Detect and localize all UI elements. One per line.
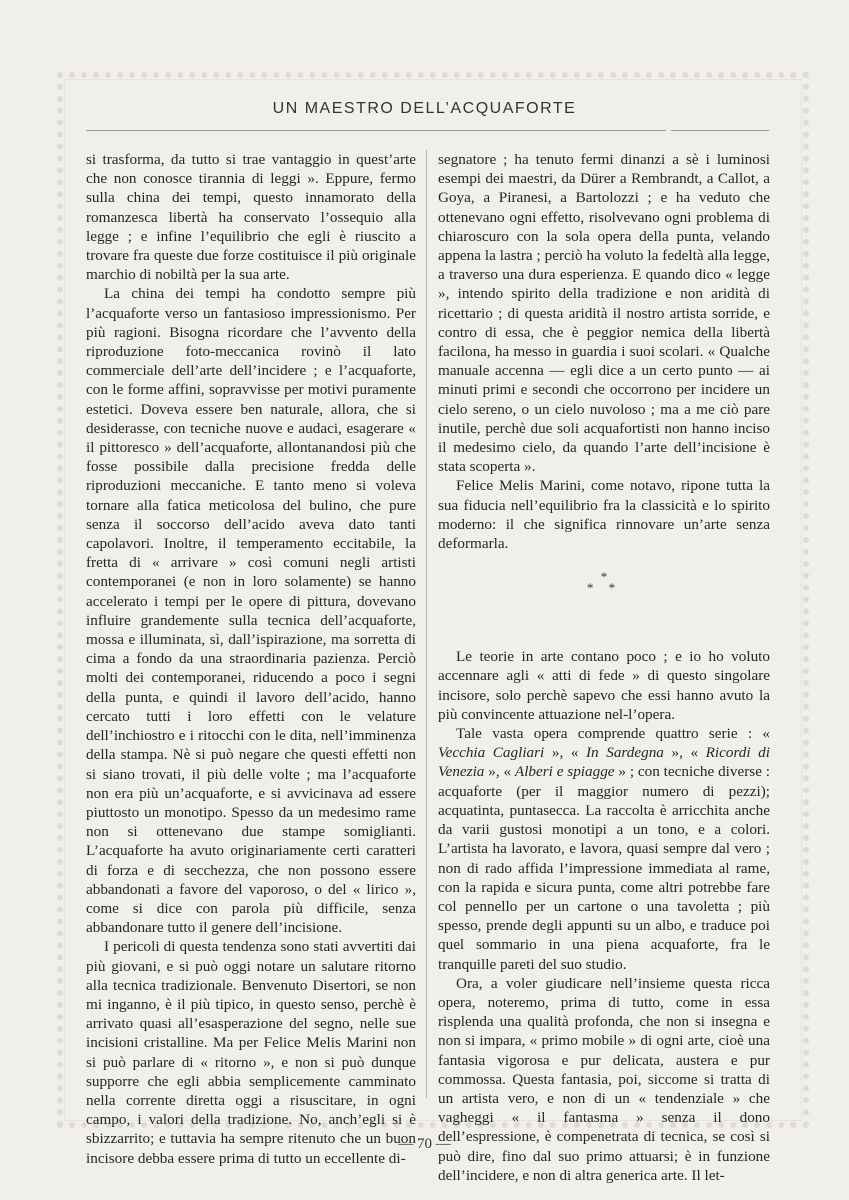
series-title: Alberi e spiagge [514, 763, 615, 781]
right-column [438, 150, 770, 1185]
paragraph: La china dei tempi ha condotto sempre più l’acquaforte verso un fantasioso impressionismo. Per più ragioni. Bisogna ricordare che l’avvento della riproduzione foto-meccanica rovinò il lato commerciale dell’arte dell’incidere ; e l’acquaforte, con le forme affini, sopravvisse per motivi puramente estetici. Doveva essere ben naturale, allora, che si desiderasse, con tecniche nuove e audaci, esagerare « il pittoresco » dell’acquaforte, allontanandosi più che fosse possibile dalla precisione fredda delle riproduzioni meccaniche. E tanto meno si voleva tornare alla fatica meticolosa del bulino, che pure senza il soccorso dell’acido aveva dato tanti capolavori. Inoltre, il temperamento eccitabile, la fretta di « arrivare » così comuni negli artisti contemporanei (e non in loro solamente) se hanno accelerato i tempi per le opere di pittura, dovevano influire grandemente sulla tecnica dell’acquaforte, mossa e illuminata, sì, dall’ispirazione, ma sorretta di cima a fondo da una straordinaria pazienza. Perciò molti dei contemporanei, riducendo a poco i segni della punta, e quindi il lavoro dell’acido, hanno cercato tutti i loro effetti con le velature dell’inchiostro e i ritocchi con le dita, nell’imminenza della stampa. Nè si può negare che questi effetti non si siano trovati, il più delle volte ; ma l’acquaforte non era più un’acquaforte, e si avvicinava ad essere piuttosto un monotipo. Spesso da un medesimo rame non si ottenevano due stampe somiglianti. L’acquaforte ha avuto originariamente certi caratteri di forza e di secchezza, che non possono essere abbandonati a favore del vaporoso, o del « lirico », come si dice con parola più difficile, senza abbandonare tutto il genere dell’incisione. [86, 285, 416, 937]
text-run: » ; con tecniche diverse : acquaforte (per il maggior numero di pezzi); acquatinta, puntasecca. La raccolta è arricchita anche da varii gustosi monotipi a un tono, e a colori. L’artista ha lavorato, e lavora, quasi sempre dal vero ; non di rado affida l’impressione immediata al rame, con la rapida e sicura punta, come altri potrebbe fare col pennello per un cartone o una tavoletta ; più spesso, prende degli appunti su un albo, e traduce poi quel sommario in una piena acquaforte, fra le tranquille pareti del suo studio. [438, 763, 771, 973]
column-divider [426, 150, 427, 1098]
running-header: UN MAESTRO DELL’ACQUAFORTE [272, 100, 577, 117]
paragraph: I pericoli di questa tendenza sono stati avvertiti dai più giovani, e si può oggi notare un salutare ritorno alla tecnica tradizionale. Benvenuto Disertori, se non mi inganno, è il più tipico, in questo senso, perchè è arrivato quasi all’esasperazione del segno, nelle sue incisioni cristalline. Ma per Felice Melis Marini non si può parlare di « ritorno », e non si può dunque supporre che egli abbia semplicemente camminato nella corrente diretta oggi a risuscitare, in ogni campo, i valori della tradizione. No, anch’egli si è sbizzarrito; e tuttavia ha sempre ritenuto che un buon incisore debba essere prima di tutto un eccellente di- [86, 938, 416, 1167]
paragraph: si trasforma, da tutto si trae vantaggio in quest’arte che non conosce tirannia di leggi ». Eppure, fermo sulla china dei tempi, questo innamorato della romanzesca libertà ha conservato l’ossequio alla legge ; e infine l’equilibrio che egli è riuscito a trovare fra queste due forze costituisce il più originale marchio di nobiltà per la sua arte. [86, 151, 416, 284]
paragraph: segnatore ; ha tenuto fermi dinanzi a sè i luminosi esempi dei maestri, da Dürer a Rembrandt, a Callot, a Goya, a Piranesi, a Bartolozzi ; e ha veduto che ottenevano ogni effetto, risolvevano ogni problema di chiaroscuro con la sola opera della punta, velando appena la lastra ; perciò ha voluto la fedeltà alla legge, a traverso una dura esperienza. E quando dico « legge », intendo spirito della tradizione e non aridità di ricettario ; di questa aridità il nostro artista sorride, e contro di essa, che è peggior nemica della libertà facilona, ha messo in guardia i suoi scolari. « Qualche manuale accenna — egli dice a un certo punto — ai minuti primi e secondi che occorrono per incidere un cielo sereno, o un cielo nuvoloso ; ma a me ciò pare inutile, perchè due soli acquafortisti non hanno inciso il medesimo cielo, da quando l’arte dell’incisione è stata scoperta ». [438, 151, 770, 476]
paragraph-series [438, 724, 770, 974]
paragraph: Le teorie in arte contano poco ; e io ho voluto accennare agli « atti di fede » di questo singolare incisore, solo perchè sapevo che essi hanno avuto la più convincente attuazione nel-l’opera. [438, 648, 770, 723]
text-run: Tale vasta opera comprende quattro serie : « [456, 725, 770, 743]
series-title: Vecchia Cagliari [438, 744, 545, 762]
header-rule [86, 130, 666, 131]
section-break-asterisks [438, 569, 770, 596]
paragraph: Felice Melis Marini, come notavo, ripone tutta la sua fiducia nell’equilibrio fra la classicità e lo spirito moderno: il che significa rinnovare un’arte senza deformarla. [438, 477, 770, 553]
asterisk-top: * [600, 569, 608, 585]
paragraph: Ora, a voler giudicare nell’insieme questa ricca opera, noteremo, prima di tutto, come in essa risplenda una qualità profonda, che non si insegna e non si impara, « primo mobile » di ogni arte, cioè una fantasia vigorosa e pur delicata, austera e pur commossa. Questa fantasia, poi, siccome si tratta di un artista vero, e non di un « tendenziale » che vagheggi « il fantasma » senza il dono dell’espressione, è compenetrata di tecnica, se così si può dire, fino dal suo primo attuarsi; è in funzione dell’incidere, e non di altra generica arte. Il let- [438, 974, 770, 1184]
header-rule-short [671, 130, 769, 131]
page-number: — 70 — [398, 1136, 451, 1152]
left-column [86, 150, 416, 1168]
text-run: », « [544, 744, 586, 762]
text-run: », « [663, 744, 706, 762]
asterisk-bottom: * * [586, 580, 622, 596]
series-title: In Sardegna [586, 744, 664, 762]
text-run: », « [484, 763, 515, 781]
series-title: Ricordi di Venezia [438, 744, 770, 781]
